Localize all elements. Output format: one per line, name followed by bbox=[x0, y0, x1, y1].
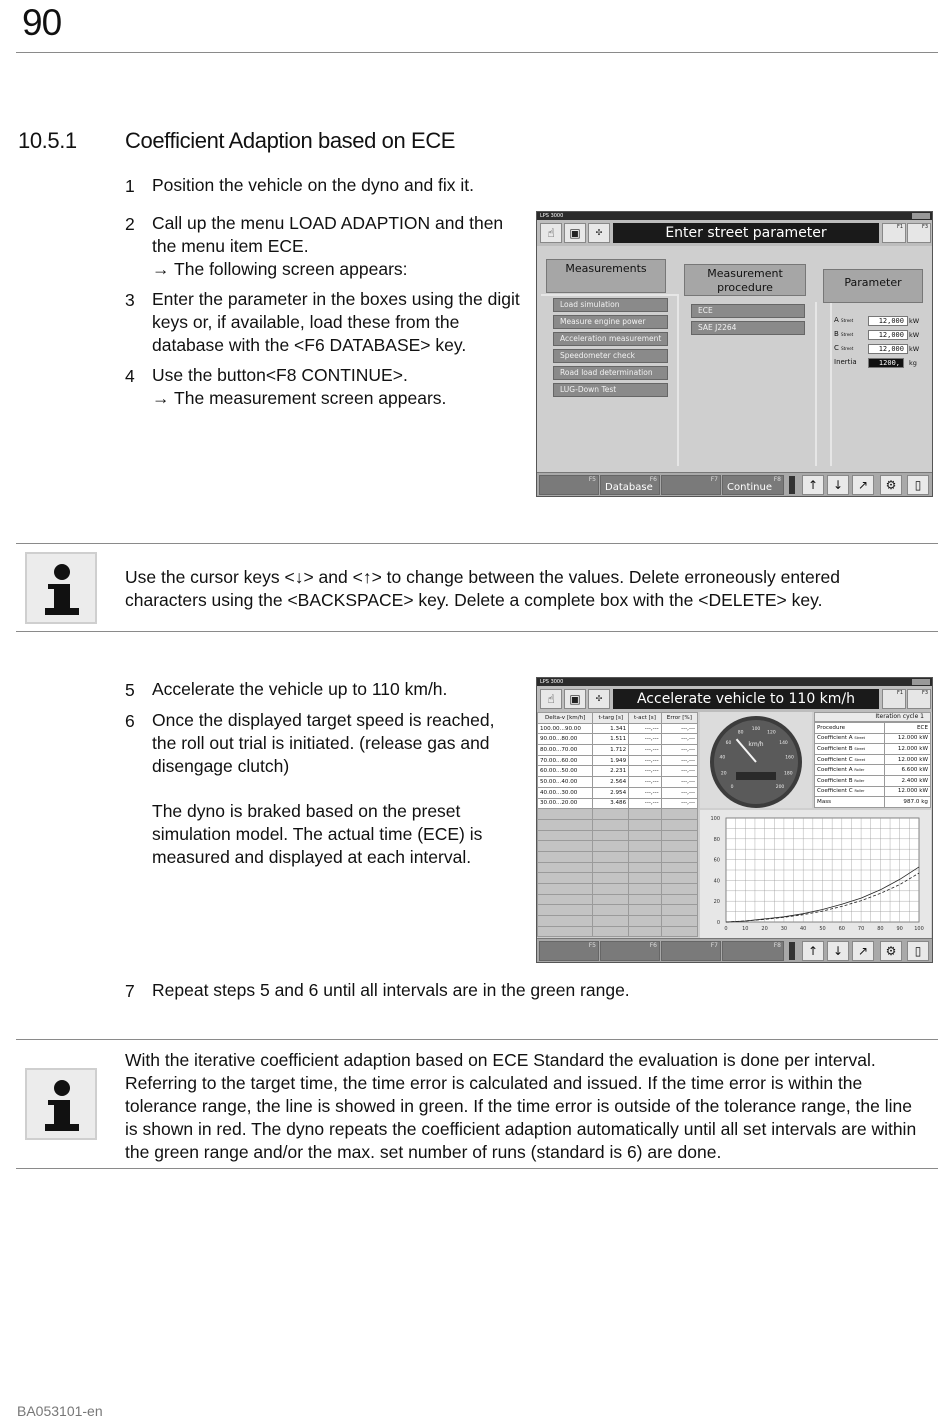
table-cell: 1.511 bbox=[593, 734, 629, 745]
step-text: Position the vehicle on the dyno and fix it. bbox=[152, 175, 475, 195]
table-cell bbox=[538, 830, 593, 841]
table-cell bbox=[593, 894, 629, 905]
param-label-c bbox=[834, 344, 853, 352]
param-sub: Street bbox=[841, 332, 854, 337]
coefficient-row bbox=[815, 775, 931, 786]
param-field-inertia[interactable]: 1200, bbox=[868, 358, 904, 368]
table-cell bbox=[629, 862, 662, 873]
param-field-a[interactable]: 12,000 bbox=[868, 316, 908, 326]
param-sub: Street bbox=[841, 346, 854, 351]
function-bar bbox=[537, 938, 932, 962]
table-cell: 70.00...60.00 bbox=[538, 755, 593, 766]
note-rule-top bbox=[16, 1039, 938, 1040]
table-cell: ---,--- bbox=[629, 777, 662, 788]
fkey-label: F7 bbox=[710, 476, 718, 483]
arrow-up-right-icon[interactable]: ↗ bbox=[852, 941, 874, 961]
table-row-empty bbox=[538, 873, 698, 884]
gauge-tick-label: 160 bbox=[785, 755, 794, 761]
table-cell bbox=[661, 862, 697, 873]
gauge-tick-label: 200 bbox=[775, 785, 785, 790]
table-cell bbox=[538, 884, 593, 895]
interval-table bbox=[537, 712, 698, 937]
coefficient-name: Coefficient B bbox=[817, 745, 853, 752]
step-number: 7 bbox=[125, 981, 135, 1001]
table-row bbox=[538, 723, 698, 734]
table-cell bbox=[661, 819, 697, 830]
table-cell bbox=[538, 894, 593, 905]
f6-button[interactable] bbox=[600, 941, 660, 961]
f3-key[interactable]: F3 bbox=[907, 689, 931, 709]
table-cell bbox=[538, 851, 593, 862]
trash-icon[interactable]: ▯ bbox=[907, 475, 929, 495]
step-number: 3 bbox=[125, 290, 135, 310]
table-cell: 1.712 bbox=[593, 745, 629, 756]
table-cell bbox=[661, 884, 697, 895]
coefficient-label bbox=[815, 797, 885, 808]
table-row bbox=[538, 745, 698, 756]
gauge-tick-label: 180 bbox=[784, 771, 793, 777]
coefficient-row bbox=[815, 786, 931, 797]
status-indicator bbox=[789, 942, 795, 960]
coefficient-label bbox=[815, 786, 885, 797]
coefficient-name: Coefficient A bbox=[817, 767, 853, 774]
header-rule bbox=[16, 52, 938, 53]
coefficient-label bbox=[815, 765, 885, 776]
table-cell: ---,--- bbox=[661, 787, 697, 798]
table-cell: 1.949 bbox=[593, 755, 629, 766]
coefficient-value: 6.600 kW bbox=[884, 765, 930, 776]
note-text: With the iterative coefficient adaption based on ECE Standard the evaluation is done per interval. Referring to the target time, the time error is calculated and issued. If the time error is within the tolerance range, the line is showed in green. If the time error is outside of the tolerance range, the line is shown in red. The dyno repeats the coefficient adaption automatically until all set intervals are within the green range and/or the max. set number of runs (standard is 6) are done. bbox=[125, 1050, 917, 1162]
table-cell bbox=[629, 851, 662, 862]
table-cell bbox=[629, 819, 662, 830]
f1-key[interactable]: F1 bbox=[882, 689, 906, 709]
table-row-empty bbox=[538, 819, 698, 830]
arrow-down-icon[interactable]: ↓ bbox=[827, 475, 849, 495]
param-unit: kW bbox=[909, 345, 920, 353]
table-cell bbox=[538, 916, 593, 927]
table-cell bbox=[593, 905, 629, 916]
gauge-tick-label: 0 bbox=[730, 785, 734, 790]
coefficient-sub: Street bbox=[854, 746, 866, 751]
x-tick-label: 30 bbox=[780, 926, 788, 932]
button-label: Continue bbox=[727, 482, 772, 493]
param-unit: kW bbox=[909, 331, 920, 339]
page-number: 90 bbox=[22, 2, 62, 43]
window-titlebar bbox=[537, 212, 932, 220]
y-tick-label: 20 bbox=[713, 899, 720, 906]
x-tick-label: 80 bbox=[877, 926, 884, 932]
f7-button[interactable] bbox=[661, 475, 721, 495]
table-row bbox=[538, 755, 698, 766]
f1-key[interactable]: F1 bbox=[882, 223, 906, 243]
table-cell: 2.231 bbox=[593, 766, 629, 777]
table-cell bbox=[538, 809, 593, 820]
table-row bbox=[538, 777, 698, 788]
table-row-empty bbox=[538, 830, 698, 841]
table-cell: ---,--- bbox=[661, 777, 697, 788]
table-cell bbox=[661, 830, 697, 841]
coefficient-label bbox=[815, 744, 885, 755]
coefficient-name: Mass bbox=[817, 798, 832, 805]
table-cell bbox=[661, 926, 697, 937]
table-row-empty bbox=[538, 894, 698, 905]
table-cell bbox=[593, 809, 629, 820]
param-label-a bbox=[834, 316, 853, 324]
step-result: → The following screen appears: bbox=[152, 259, 408, 279]
status-indicator bbox=[789, 476, 795, 494]
coefficient-name: Coefficient A bbox=[817, 735, 853, 742]
table-cell: ---,--- bbox=[661, 798, 697, 809]
table-cell: 2.954 bbox=[593, 787, 629, 798]
param-label-inertia: Inertia bbox=[834, 358, 857, 366]
table-cell: 90.00...80.00 bbox=[538, 734, 593, 745]
procedure-header: Measurement procedure bbox=[684, 264, 806, 296]
coefficient-sub: Roller bbox=[854, 778, 865, 783]
step-number: 1 bbox=[125, 176, 135, 196]
gauge-tick-label: 140 bbox=[779, 741, 788, 746]
param-unit: kW bbox=[909, 317, 920, 325]
y-tick-label: 40 bbox=[713, 878, 720, 885]
screenshot-street-parameter bbox=[536, 211, 933, 497]
table-cell bbox=[661, 851, 697, 862]
toolbar bbox=[537, 686, 932, 712]
screenshot-accelerate-vehicle bbox=[536, 677, 933, 963]
database-button[interactable] bbox=[600, 475, 660, 495]
table-cell: ---,--- bbox=[661, 766, 697, 777]
coefficient-sub: Street bbox=[854, 736, 866, 741]
table-cell: 100.00...90.00 bbox=[538, 723, 593, 734]
iteration-cycle-label: Iteration cycle 1 bbox=[814, 712, 931, 722]
vehicle-icon[interactable]: ▣ bbox=[564, 689, 586, 709]
step-number: 6 bbox=[125, 711, 135, 731]
speed-gauge bbox=[700, 712, 812, 808]
coefficient-value: 12.000 kW bbox=[884, 744, 930, 755]
window-titlebar bbox=[537, 678, 932, 686]
procedure-item-ece[interactable]: ECE bbox=[691, 304, 805, 318]
table-row-empty bbox=[538, 851, 698, 862]
gauge-tick-label: 60 bbox=[725, 741, 732, 746]
f7-button[interactable] bbox=[661, 941, 721, 961]
divider bbox=[830, 303, 832, 466]
step-result: → The measurement screen appears. bbox=[152, 388, 447, 408]
coefficient-value: 987.0 kg bbox=[884, 797, 930, 808]
param-field-b[interactable]: 12,000 bbox=[868, 330, 908, 340]
app-name: LPS 3000 bbox=[540, 213, 564, 219]
table-cell bbox=[661, 841, 697, 852]
menu-item-measure-engine-power[interactable]: Measure engine power bbox=[553, 315, 668, 329]
table-cell: 3.486 bbox=[593, 798, 629, 809]
gauge-unit: km/h bbox=[748, 741, 764, 748]
table-cell: 50.00...40.00 bbox=[538, 777, 593, 788]
step-number: 2 bbox=[125, 214, 135, 234]
table-cell bbox=[629, 916, 662, 927]
coefficient-row bbox=[815, 733, 931, 744]
table-cell bbox=[593, 851, 629, 862]
column-header: t-act [s] bbox=[629, 713, 662, 724]
table-row bbox=[538, 798, 698, 809]
speed-gauge-svg bbox=[700, 712, 812, 808]
x-tick-label: 50 bbox=[819, 926, 826, 932]
coefficient-sub: Street bbox=[854, 757, 866, 762]
step-text: Repeat steps 5 and 6 until all intervals are in the green range. bbox=[152, 980, 630, 1000]
toolbar bbox=[537, 220, 932, 246]
column-header: Error [%] bbox=[661, 713, 697, 724]
arrow-up-right-icon[interactable]: ↗ bbox=[852, 475, 874, 495]
step-text: Once the displayed target speed is reached, the roll out trial is initiated. (release gas and disengage clutch) bbox=[152, 710, 495, 776]
f3-key[interactable]: F3 bbox=[907, 223, 931, 243]
coefficient-name: Coefficient C bbox=[817, 756, 853, 763]
table-row-empty bbox=[538, 926, 698, 937]
coefficient-row bbox=[815, 754, 931, 765]
screen-title: Enter street parameter bbox=[613, 223, 879, 243]
table-row-empty bbox=[538, 916, 698, 927]
rollout-chart-svg bbox=[700, 810, 931, 938]
window-controls bbox=[912, 679, 930, 685]
step-text: Call up the menu LOAD ADAPTION and then the menu item ECE. bbox=[152, 213, 504, 256]
table-cell bbox=[629, 841, 662, 852]
gear-icon[interactable]: ⚙ bbox=[880, 941, 902, 961]
fkey-label: F6 bbox=[649, 942, 657, 949]
y-tick-label: 0 bbox=[716, 920, 720, 926]
table-cell: ---,--- bbox=[629, 798, 662, 809]
trash-icon[interactable]: ▯ bbox=[907, 941, 929, 961]
menu-item-lug-down-test[interactable]: LUG-Down Test bbox=[553, 383, 668, 397]
rollout-chart bbox=[700, 810, 931, 938]
table-cell bbox=[629, 884, 662, 895]
table-cell bbox=[629, 894, 662, 905]
table-cell bbox=[593, 884, 629, 895]
arrow-up-icon[interactable]: ↑ bbox=[802, 941, 824, 961]
coefficient-table bbox=[814, 722, 931, 808]
gear-icon[interactable]: ⚙ bbox=[880, 475, 902, 495]
f8-button[interactable] bbox=[722, 941, 784, 961]
coefficient-row bbox=[815, 723, 931, 734]
table-row bbox=[538, 766, 698, 777]
coefficient-row bbox=[815, 765, 931, 776]
table-cell bbox=[538, 841, 593, 852]
info-icon bbox=[25, 1068, 97, 1140]
table-cell: 1.341 bbox=[593, 723, 629, 734]
gauge-tick-label: 20 bbox=[720, 771, 727, 777]
table-row-empty bbox=[538, 809, 698, 820]
coefficient-value: 12.000 kW bbox=[884, 754, 930, 765]
x-tick-label: 10 bbox=[742, 926, 749, 932]
table-cell bbox=[593, 862, 629, 873]
step-text: Use the button<F8 CONTINUE>. bbox=[152, 365, 408, 385]
fkey-label: F8 bbox=[773, 476, 781, 483]
table-cell: ---,--- bbox=[661, 723, 697, 734]
coefficient-value: 12.000 kW bbox=[884, 786, 930, 797]
vehicle-icon[interactable]: ▣ bbox=[564, 223, 586, 243]
y-tick-label: 60 bbox=[713, 857, 720, 864]
coefficient-name: Coefficient C bbox=[817, 788, 853, 795]
step-text: Accelerate the vehicle up to 110 km/h. bbox=[152, 679, 448, 699]
table-cell: ---,--- bbox=[629, 766, 662, 777]
continue-button[interactable] bbox=[722, 475, 784, 495]
column-header: Delta-v [km/h] bbox=[538, 713, 593, 724]
fkey-label: F5 bbox=[588, 942, 596, 949]
table-cell: ---,--- bbox=[629, 787, 662, 798]
x-tick-label: 70 bbox=[857, 926, 865, 932]
coefficient-label bbox=[815, 754, 885, 765]
param-unit: kg bbox=[909, 359, 917, 367]
measurements-header: Measurements bbox=[546, 259, 666, 293]
section-number: 10.5.1 bbox=[18, 128, 77, 153]
step-number: 5 bbox=[125, 680, 135, 700]
table-cell: 80.00...70.00 bbox=[538, 745, 593, 756]
table-cell: ---,--- bbox=[629, 755, 662, 766]
coefficient-label bbox=[815, 733, 885, 744]
gauge-tick-label: 120 bbox=[767, 730, 776, 736]
arrow-down-icon[interactable]: ↓ bbox=[827, 941, 849, 961]
gauge-tick-label: 80 bbox=[737, 730, 744, 736]
gauge-digital-display bbox=[736, 772, 776, 780]
table-cell: 30.00...20.00 bbox=[538, 798, 593, 809]
coefficient-name: Procedure bbox=[817, 724, 846, 731]
button-label: Database bbox=[605, 482, 653, 493]
table-cell bbox=[593, 830, 629, 841]
step-text: Enter the parameter in the boxes using the digit keys or, if available, load these from the database with the <F6 DATABASE> key. bbox=[152, 289, 520, 355]
table-cell bbox=[593, 819, 629, 830]
hand-icon[interactable]: ☝ bbox=[540, 223, 562, 243]
table-cell bbox=[661, 916, 697, 927]
step-number: 4 bbox=[125, 366, 135, 386]
divider bbox=[541, 294, 679, 296]
menu-item-road-load-determination[interactable]: Road load determination bbox=[553, 366, 668, 380]
table-cell: ---,--- bbox=[661, 755, 697, 766]
x-tick-label: 90 bbox=[896, 926, 903, 932]
menu-item-speedometer-check[interactable]: Speedometer check bbox=[553, 349, 668, 363]
x-tick-label: 100 bbox=[914, 926, 924, 932]
table-row-empty bbox=[538, 905, 698, 916]
table-cell bbox=[629, 809, 662, 820]
menu-item-load-simulation[interactable]: Load simulation bbox=[553, 298, 668, 312]
function-bar bbox=[537, 472, 932, 496]
note-rule-bottom bbox=[16, 631, 938, 632]
section-title: Coefficient Adaption based on ECE bbox=[125, 128, 456, 153]
param-label-b bbox=[834, 330, 853, 338]
table-cell bbox=[661, 894, 697, 905]
fkey-label: F7 bbox=[710, 942, 718, 949]
coefficient-name: Coefficient B bbox=[817, 777, 853, 784]
param-letter: B bbox=[834, 330, 839, 338]
gauge-tick-label: 40 bbox=[719, 755, 726, 761]
info-icon bbox=[25, 552, 97, 624]
fkey-label: F5 bbox=[588, 476, 596, 483]
table-cell bbox=[538, 926, 593, 937]
document-code: BA053101-en bbox=[17, 1403, 103, 1419]
divider bbox=[677, 296, 679, 466]
table-cell bbox=[593, 916, 629, 927]
app-name: LPS 3000 bbox=[540, 679, 564, 685]
param-field-c[interactable]: 12,000 bbox=[868, 344, 908, 354]
table-cell bbox=[593, 926, 629, 937]
fkey-label: F8 bbox=[773, 942, 781, 949]
table-cell bbox=[538, 862, 593, 873]
note-text: Use the cursor keys <↓> and <↑> to change between the values. Delete erroneously entered characters using the <BACKSPACE> key. Delete a complete box with the <DELETE> key. bbox=[125, 567, 841, 610]
gauge-tick-label: 100 bbox=[751, 727, 761, 732]
x-tick-label: 0 bbox=[724, 926, 728, 932]
fkey-label: F6 bbox=[649, 476, 657, 483]
table-cell: ---,--- bbox=[661, 734, 697, 745]
table-cell bbox=[593, 873, 629, 884]
table-cell: 2.564 bbox=[593, 777, 629, 788]
fan-icon[interactable]: ✣ bbox=[588, 689, 610, 709]
step-extra: The dyno is braked based on the preset simulation model. The actual time (ECE) is measured and displayed at each interval. bbox=[152, 801, 483, 867]
coefficient-row bbox=[815, 744, 931, 755]
arrow-up-icon[interactable]: ↑ bbox=[802, 475, 824, 495]
window-controls bbox=[912, 213, 930, 219]
table-cell bbox=[538, 819, 593, 830]
x-tick-label: 40 bbox=[800, 926, 807, 932]
f5-button[interactable] bbox=[539, 941, 599, 961]
x-tick-label: 20 bbox=[761, 926, 768, 932]
y-tick-label: 80 bbox=[713, 836, 720, 843]
coefficient-label bbox=[815, 723, 885, 734]
parameter-header: Parameter bbox=[823, 269, 923, 303]
table-cell: ---,--- bbox=[661, 745, 697, 756]
x-tick-label: 60 bbox=[838, 926, 845, 932]
table-row bbox=[538, 734, 698, 745]
procedure-item-sae-j2264[interactable]: SAE J2264 bbox=[691, 321, 805, 335]
table-cell bbox=[661, 809, 697, 820]
coefficient-label bbox=[815, 775, 885, 786]
table-row-empty bbox=[538, 862, 698, 873]
param-letter: C bbox=[834, 344, 839, 352]
table-cell: 40.00...30.00 bbox=[538, 787, 593, 798]
fan-icon[interactable]: ✣ bbox=[588, 223, 610, 243]
hand-icon[interactable]: ☝ bbox=[540, 689, 562, 709]
table-row bbox=[538, 787, 698, 798]
coefficient-sub: Roller bbox=[854, 789, 865, 794]
coefficient-value: 12.000 kW bbox=[884, 733, 930, 744]
table-row-empty bbox=[538, 884, 698, 895]
screen-title: Accelerate vehicle to 110 km/h bbox=[613, 689, 879, 709]
note-rule-top bbox=[16, 543, 938, 544]
coefficient-value: 2.400 kW bbox=[884, 775, 930, 786]
table-cell bbox=[629, 830, 662, 841]
table-cell bbox=[593, 841, 629, 852]
f5-button[interactable] bbox=[539, 475, 599, 495]
table-cell bbox=[629, 873, 662, 884]
table-cell bbox=[538, 905, 593, 916]
table-cell bbox=[661, 905, 697, 916]
y-tick-label: 100 bbox=[710, 816, 720, 822]
coefficient-row bbox=[815, 797, 931, 808]
table-cell bbox=[661, 873, 697, 884]
column-header: t-targ [s] bbox=[593, 713, 629, 724]
table-cell bbox=[629, 926, 662, 937]
table-cell: ---,--- bbox=[629, 745, 662, 756]
coefficient-sub: Roller bbox=[854, 768, 865, 773]
coefficient-value: ECE bbox=[884, 723, 930, 734]
divider bbox=[815, 302, 817, 466]
table-row-empty bbox=[538, 841, 698, 852]
table-cell: ---,--- bbox=[629, 723, 662, 734]
param-sub: Street bbox=[841, 318, 854, 323]
table-cell bbox=[629, 905, 662, 916]
menu-item-acceleration-measurement[interactable]: Acceleration measurement bbox=[553, 332, 668, 346]
table-cell: 60.00...50.00 bbox=[538, 766, 593, 777]
table-cell: ---,--- bbox=[629, 734, 662, 745]
table-cell bbox=[538, 873, 593, 884]
param-letter: A bbox=[834, 316, 839, 324]
note-rule-bottom bbox=[16, 1168, 938, 1169]
